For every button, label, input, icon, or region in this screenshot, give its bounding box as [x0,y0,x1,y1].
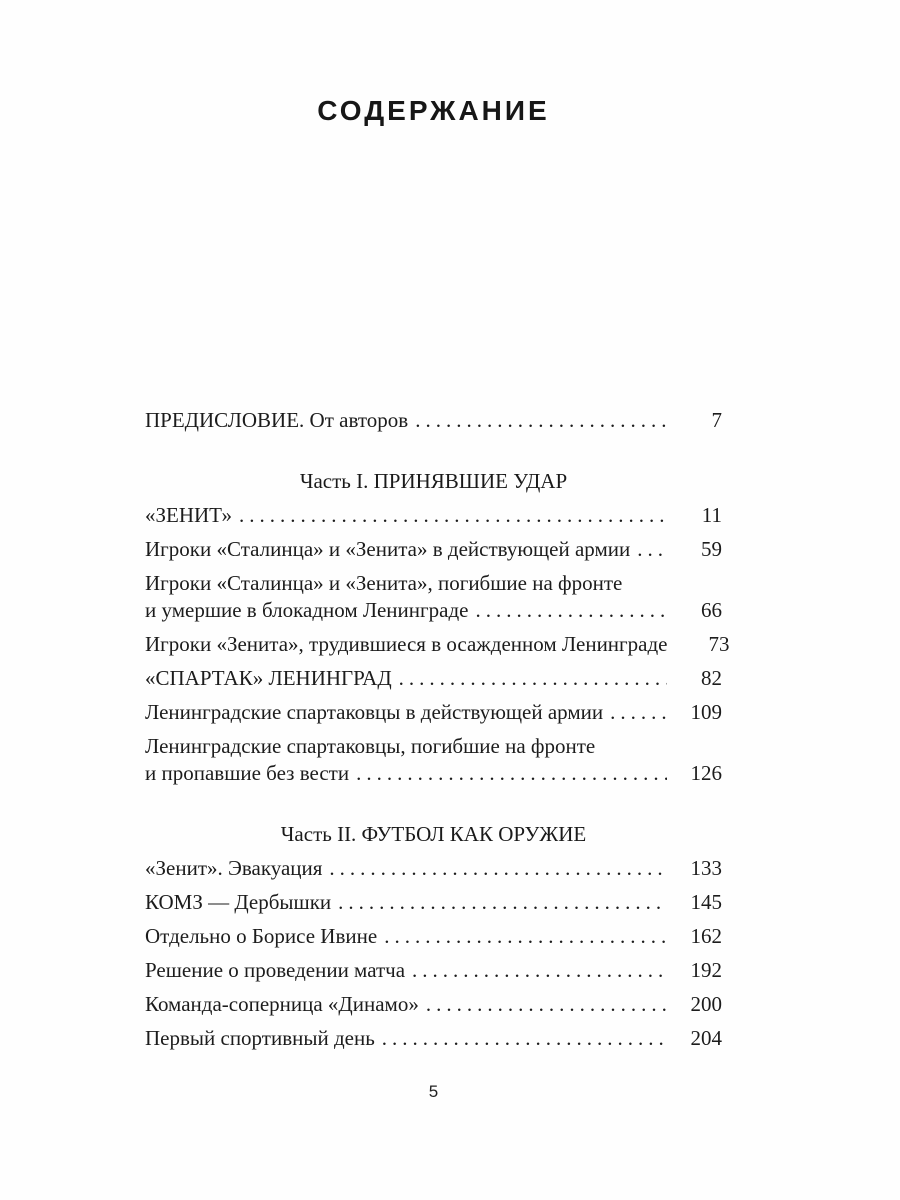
toc-entry-line [145,407,722,434]
toc-entry [145,631,730,658]
toc-page-number: 59 [701,537,722,561]
toc-page-number: 133 [690,856,722,880]
toc-entry-line [145,855,722,882]
table-of-contents [145,407,730,1052]
toc-entry [145,665,722,692]
dot-leader [415,407,667,434]
page-number-folio: 5 [428,1082,439,1101]
toc-entry-title: и пропавшие без вести [145,761,350,785]
toc-entry [145,733,722,787]
dot-leader [239,502,667,529]
toc-entry-title: и умершие в блокадном Ленинграде [145,598,469,622]
toc-page-number: 192 [690,958,722,982]
toc-entry-line [145,889,722,916]
toc-entry [145,502,722,529]
dot-leader [399,665,667,692]
toc-entry [145,957,722,984]
toc-entry-title: «Зенит». Эвакуация [145,856,323,880]
toc-entry-line [145,923,722,950]
toc-entry-title: Игроки «Сталинца» и «Зенита» в действующей армии [145,537,631,561]
toc-entry [145,536,722,563]
toc-entry-line [145,957,722,984]
toc-entry-line [145,699,722,726]
toc-entry-line [145,536,722,563]
toc-entry-line [145,502,722,529]
toc-entry-continuation-line [145,570,722,597]
toc-entry-line [145,760,722,787]
toc-entry-line [145,631,730,658]
toc-entry [145,407,722,434]
dot-leader [475,597,667,624]
toc-entry-title: Команда-соперница «Динамо» [145,992,419,1016]
toc-page-number: 145 [690,890,722,914]
dot-leader [637,536,667,563]
dot-leader [610,699,667,726]
text-block [145,0,730,1104]
toc-entry [145,570,722,624]
toc-part-header: Часть I. ПРИНЯВШИЕ УДАР [299,469,568,493]
toc-entry-title: Ленинградские спартаковцы, погибшие на фронте [145,734,596,758]
toc-entry-line [145,665,722,692]
dot-leader [426,991,667,1018]
toc-entry [145,991,722,1018]
dot-leader [356,760,667,787]
toc-entry-title: Ленинградские спартаковцы в действующей армии [145,700,604,724]
toc-entry-line [145,1025,722,1052]
toc-page-number: 82 [701,666,722,690]
toc-entry [145,1025,722,1052]
toc-entry-title: «ЗЕНИТ» [145,503,232,527]
toc-entry-title: КОМЗ — Дербышки [145,890,332,914]
toc-page-number: 66 [701,598,722,622]
page-title: СОДЕРЖАНИЕ [317,95,550,126]
dot-leader [412,957,667,984]
toc-entry-line [145,597,722,624]
toc-entry [145,699,722,726]
toc-entry-continuation-line [145,733,722,760]
toc-entry [145,889,722,916]
toc-entry [145,923,722,950]
toc-page-number: 204 [690,1026,722,1050]
toc-page-number: 7 [711,408,722,432]
dot-leader [384,923,667,950]
toc-page-number: 11 [701,503,722,527]
dot-leader [382,1025,667,1052]
toc-entry-title: Первый спортивный день [145,1026,375,1050]
dot-leader [329,855,667,882]
toc-entry [145,855,722,882]
toc-entry-title: Решение о проведении матча [145,958,406,982]
toc-page-number: 126 [690,761,722,785]
toc-entry-title: Игроки «Зенита», трудившиеся в осажденном Ленинграде [145,632,668,656]
toc-page-number: 200 [690,992,722,1016]
toc-entry-title: Отдельно о Борисе Ивине [145,924,378,948]
toc-part-header: Часть II. ФУТБОЛ КАК ОРУЖИЕ [280,822,587,846]
toc-page-number: 162 [690,924,722,948]
toc-page-number: 109 [690,700,722,724]
toc-entry-title: ПРЕДИСЛОВИЕ. От авторов [145,408,409,432]
toc-page-number: 73 [708,632,730,656]
toc-entry-title: Игроки «Сталинца» и «Зенита», погибшие на фронте [145,571,623,595]
dot-leader [338,889,667,916]
toc-entry-title: «СПАРТАК» ЛЕНИНГРАД [145,666,392,690]
toc-entry-line [145,991,722,1018]
